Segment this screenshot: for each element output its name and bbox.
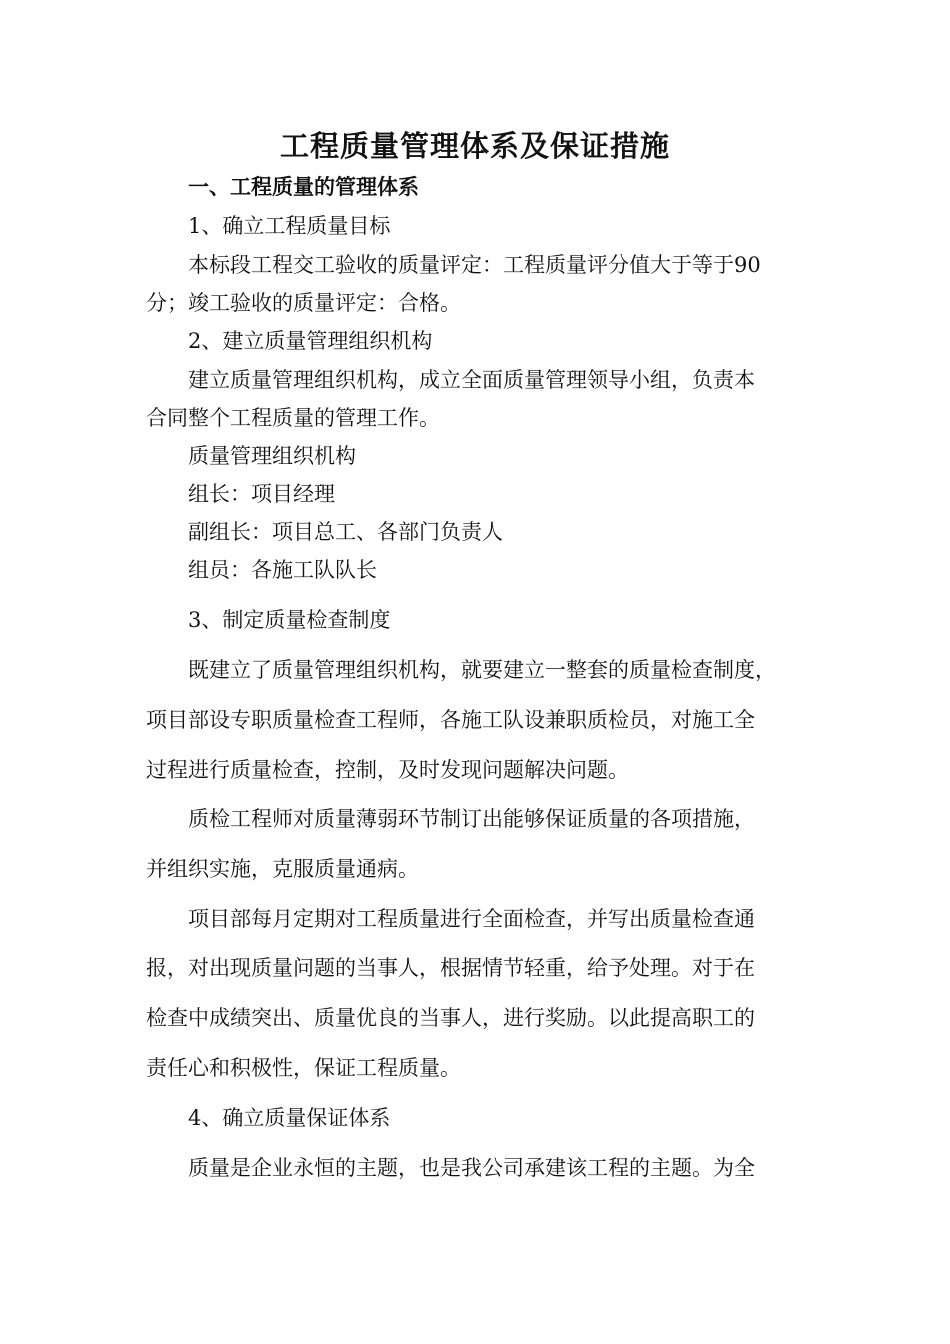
paragraph-line: 建立质量管理组织机构，成立全面质量管理领导小组，负责本 xyxy=(188,368,755,392)
paragraph-line: 报，对出现质量问题的当事人，根据情节轻重，给予处理。对于在 xyxy=(146,956,755,980)
subheading-1: 1、确立工程质量目标 xyxy=(188,214,391,238)
paragraph-line: 并组织实施，克服质量通病。 xyxy=(146,857,419,881)
subheading-3: 3、制定质量检查制度 xyxy=(188,608,391,632)
section-heading-1: 一、工程质量的管理体系 xyxy=(188,174,419,199)
paragraph-line: 分；竣工验收的质量评定：合格。 xyxy=(146,291,461,315)
paragraph-line: 检查中成绩突出、质量优良的当事人，进行奖励。以此提高职工的 xyxy=(146,1006,755,1030)
org-deputy-leader: 副组长：项目总工、各部门负责人 xyxy=(188,520,503,544)
paragraph-line: 本标段工程交工验收的质量评定：工程质量评分值大于等于90 xyxy=(188,253,761,277)
org-leader: 组长：项目经理 xyxy=(188,482,335,506)
subheading-4: 4、确立质量保证体系 xyxy=(188,1106,391,1130)
paragraph-line: 质量是企业永恒的主题，也是我公司承建该工程的主题。为全 xyxy=(188,1156,755,1180)
paragraph-line: 合同整个工程质量的管理工作。 xyxy=(146,406,440,430)
paragraph-line: 过程进行质量检查，控制，及时发现问题解决问题。 xyxy=(146,758,629,782)
paragraph-line: 项目部每月定期对工程质量进行全面检查，并写出质量检查通 xyxy=(188,907,755,931)
org-heading: 质量管理组织机构 xyxy=(188,444,356,468)
paragraph-line: 责任心和积极性，保证工程质量。 xyxy=(146,1056,461,1080)
paragraph-line: 项目部设专职质量检查工程师，各施工队设兼职质检员，对施工全 xyxy=(146,708,755,732)
paragraph-line: 既建立了质量管理组织机构，就要建立一整套的质量检查制度， xyxy=(188,658,776,682)
subheading-2: 2、建立质量管理组织机构 xyxy=(188,329,433,353)
document-title: 工程质量管理体系及保证措施 xyxy=(279,129,670,163)
paragraph-line: 质检工程师对质量薄弱环节制订出能够保证质量的各项措施， xyxy=(188,807,755,831)
org-members: 组员：各施工队队长 xyxy=(188,558,377,582)
